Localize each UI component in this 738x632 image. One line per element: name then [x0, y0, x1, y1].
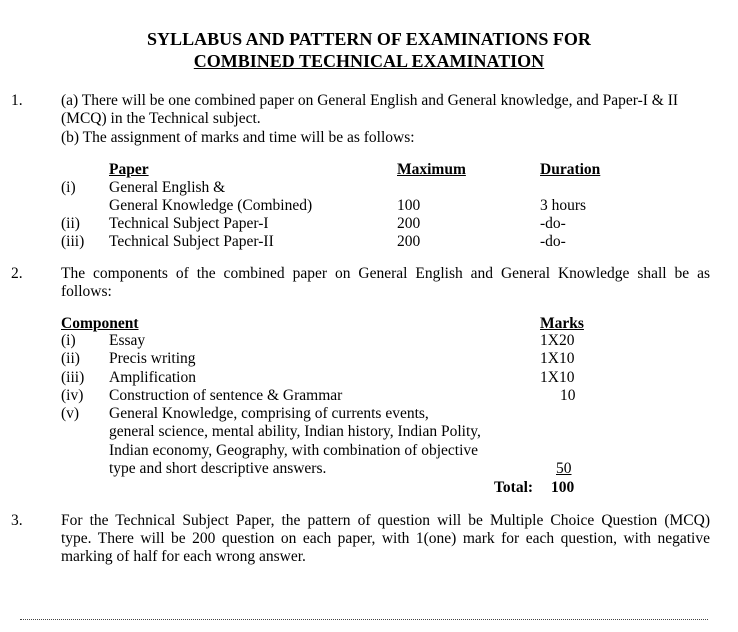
papers-row-1-num: (i): [61, 179, 76, 196]
papers-row-3-duration: -do-: [540, 233, 566, 250]
papers-header-paper: Paper: [109, 161, 149, 178]
papers-row-3-num: (iii): [61, 233, 85, 250]
section1-b-line: (b) The assignment of marks and time will be as follows:: [61, 129, 415, 146]
components-total-value: 100: [551, 479, 575, 496]
dotted-separator: [20, 619, 708, 620]
section1-a-line2: (MCQ) in the Technical subject.: [61, 110, 261, 127]
papers-row-2-num: (ii): [61, 215, 80, 232]
papers-row-3-paper: Technical Subject Paper-II: [109, 233, 274, 250]
page-title-line2: [0, 52, 738, 70]
section1-a-line1: (a) There will be one combined paper on General English and General knowledge, and Paper-I & II: [61, 92, 679, 109]
section3-number: 3.: [11, 512, 23, 529]
components-total-label: Total:: [494, 479, 534, 496]
section1-number: 1.: [11, 92, 23, 109]
components-header-component: Component: [61, 315, 139, 332]
components-row-3-component: Amplification: [109, 369, 196, 386]
page-title-line1: SYLLABUS AND PATTERN OF EXAMINATIONS FOR: [147, 29, 591, 49]
components-row-2-num: (ii): [61, 350, 80, 367]
components-row-3-marks: 1X10: [540, 369, 575, 386]
components-row-3-num: (iii): [61, 369, 85, 386]
components-row-5-marks: 50: [556, 460, 572, 477]
page-title-line2-text: COMBINED TECHNICAL EXAMINATION: [193, 51, 545, 71]
papers-row-1-paper-line1: General English &: [109, 179, 226, 196]
components-header-marks: Marks: [540, 315, 584, 332]
section3-line3: marking of half for each wrong answer.: [61, 548, 306, 565]
papers-row-1-maximum: 100: [397, 197, 421, 214]
papers-row-2-duration: -do-: [540, 215, 566, 232]
papers-row-2-maximum: 200: [397, 215, 421, 232]
components-row-5-num: (v): [61, 405, 80, 422]
section3-line1: For the Technical Subject Paper, the pattern of question will be Multiple Choice Question (MCQ): [61, 512, 710, 529]
components-row-5-line1: General Knowledge, comprising of currents events,: [109, 405, 429, 422]
components-row-5-line2: general science, mental ability, Indian history, Indian Polity,: [109, 423, 481, 440]
section2-line1: The components of the combined paper on General English and General Knowledge shall be as: [61, 265, 710, 282]
papers-row-1-duration: 3 hours: [540, 197, 587, 214]
components-row-1-component: Essay: [109, 332, 146, 349]
components-row-4-component: Construction of sentence & Grammar: [109, 387, 343, 404]
components-row-5-line4: type and short descriptive answers.: [109, 460, 327, 477]
papers-row-3-maximum: 200: [397, 233, 421, 250]
components-row-5-line3: Indian economy, Geography, with combination of objective: [109, 442, 479, 459]
section2-number: 2.: [11, 265, 23, 282]
section2-line2: follows:: [61, 283, 112, 300]
papers-row-1-paper-line2: General Knowledge (Combined): [109, 197, 313, 214]
components-row-1-num: (i): [61, 332, 76, 349]
components-row-2-component: Precis writing: [109, 350, 196, 367]
papers-header-duration: Duration: [540, 161, 601, 178]
components-row-2-marks: 1X10: [540, 350, 575, 367]
section3-line2: type. There will be 200 question on each paper, with 1(one) mark for each question, with negative: [61, 530, 710, 547]
components-row-4-num: (iv): [61, 387, 84, 404]
components-row-1-marks: 1X20: [540, 332, 575, 349]
papers-row-2-paper: Technical Subject Paper-I: [109, 215, 269, 232]
papers-header-maximum: Maximum: [397, 161, 466, 178]
components-row-4-marks: 10: [560, 387, 576, 404]
